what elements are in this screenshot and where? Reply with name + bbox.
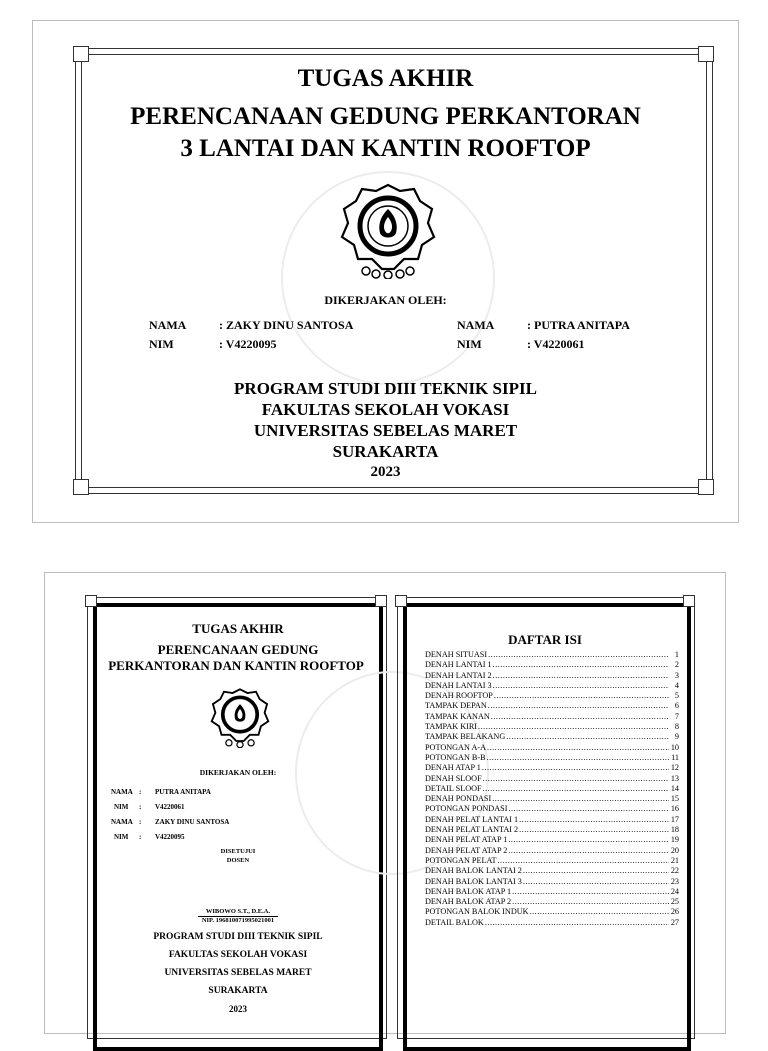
approved-label: DISETUJUI bbox=[220, 848, 256, 855]
toc-entry-label: DENAH SLOOF bbox=[425, 773, 482, 783]
thesis-subtitle-line1: PERENCANAAN GEDUNG PERKANTORAN bbox=[130, 103, 641, 130]
small-study-program: PROGRAM STUDI DIII TEKNIK SIPIL bbox=[153, 932, 323, 942]
toc-heading: DAFTAR ISI bbox=[508, 632, 582, 647]
author2-name: : PUTRA ANITAPA bbox=[527, 318, 630, 332]
toc-entry-page: 21 bbox=[670, 855, 679, 865]
toc-entry-label: TAMPAK BELAKANG bbox=[425, 732, 506, 742]
toc-leader-dots bbox=[493, 671, 669, 681]
toc-entry-page: 20 bbox=[670, 845, 679, 855]
toc-entry bbox=[425, 846, 679, 856]
toc-leader-dots bbox=[530, 907, 669, 917]
toc-entry-page: 16 bbox=[670, 804, 679, 814]
toc-entry-label: TAMPAK KANAN bbox=[425, 711, 490, 721]
toc-entry bbox=[425, 825, 679, 835]
toc-leader-dots bbox=[487, 753, 669, 763]
author1-name: : ZAKY DINU SANTOSA bbox=[219, 318, 354, 332]
faculty: FAKULTAS SEKOLAH VOKASI bbox=[261, 400, 510, 419]
toc-entry-page: 23 bbox=[670, 876, 679, 886]
toc-entry bbox=[425, 701, 679, 711]
toc-entry-page: 25 bbox=[670, 897, 679, 907]
toc-entry-page: 17 bbox=[670, 814, 679, 824]
toc-leader-dots bbox=[478, 722, 669, 732]
toc-entry bbox=[425, 774, 679, 784]
toc-entry-page: 3 bbox=[674, 670, 679, 680]
small-city: SURAKARTA bbox=[208, 986, 268, 996]
toc-entry-page: 4 bbox=[674, 680, 679, 690]
toc-entry-page: 15 bbox=[670, 794, 679, 804]
toc-entry-label: DENAH LANTAI 2 bbox=[425, 670, 492, 680]
university: UNIVERSITAS SEBELAS MARET bbox=[253, 421, 518, 440]
toc-entry bbox=[425, 856, 679, 866]
toc-entry-label: TAMPAK KIRI bbox=[425, 722, 478, 732]
toc-leader-dots bbox=[519, 825, 669, 835]
toc-entry-page: 13 bbox=[670, 773, 679, 783]
nim-label: NIM bbox=[457, 337, 482, 351]
toc-entry bbox=[425, 815, 679, 825]
toc-entry-page: 14 bbox=[670, 783, 679, 793]
toc-entry bbox=[425, 732, 679, 742]
toc-entry bbox=[425, 753, 679, 763]
toc-entry-label: DENAH PELAT LANTAI 2 bbox=[425, 825, 519, 835]
toc-entry bbox=[425, 671, 679, 681]
author-row: NIM : V4220061 bbox=[114, 803, 185, 811]
toc-entry bbox=[425, 660, 679, 670]
toc-entry bbox=[425, 907, 679, 917]
toc-entry-label: DENAH BALOK ATAP 2 bbox=[425, 897, 512, 907]
toc-entry bbox=[425, 918, 679, 928]
lecturer-label: DOSEN bbox=[226, 857, 250, 864]
toc-leader-dots bbox=[512, 897, 669, 907]
toc-entry bbox=[425, 650, 679, 660]
toc-leader-dots bbox=[498, 856, 670, 866]
toc-entry-label: DENAH PONDASI bbox=[425, 794, 492, 804]
toc-entry-page: 6 bbox=[674, 701, 679, 711]
border-corner bbox=[85, 595, 97, 607]
toc-entry bbox=[425, 681, 679, 691]
toc-entry-page: 11 bbox=[671, 752, 679, 762]
toc-entry bbox=[425, 784, 679, 794]
toc-entry bbox=[425, 866, 679, 876]
border-corner bbox=[73, 479, 89, 495]
small-year: 2023 bbox=[229, 1004, 247, 1014]
toc-leader-dots bbox=[491, 712, 669, 722]
toc-entry-page: 22 bbox=[670, 866, 679, 876]
toc-entry bbox=[425, 897, 679, 907]
study-program: PROGRAM STUDI DIII TEKNIK SIPIL bbox=[234, 379, 537, 398]
toc-entry bbox=[425, 712, 679, 722]
toc-leader-dots bbox=[508, 835, 669, 845]
toc-leader-dots bbox=[508, 846, 669, 856]
toc-entry-page: 2 bbox=[674, 660, 679, 670]
thesis-title: TUGAS AKHIR bbox=[297, 65, 474, 92]
toc-entry-page: 19 bbox=[670, 835, 679, 845]
toc-entry-label: DENAH BALOK ATAP 1 bbox=[425, 886, 512, 896]
toc-leader-dots bbox=[483, 784, 669, 794]
toc-entry bbox=[425, 794, 679, 804]
author1-nim: : V4220095 bbox=[219, 337, 277, 351]
approval-block bbox=[93, 847, 383, 865]
toc-entry-label: POTONGAN A-A bbox=[425, 742, 487, 752]
toc-leader-dots bbox=[494, 691, 669, 701]
toc-entry-label: TAMPAK DEPAN bbox=[425, 701, 487, 711]
cover-page-top bbox=[32, 20, 739, 523]
toc-list bbox=[425, 650, 679, 928]
toc-entry-label: POTONGAN PONDASI bbox=[425, 804, 508, 814]
toc-entry-label: POTONGAN BALOK INDUK bbox=[425, 907, 529, 917]
border-corner bbox=[73, 46, 89, 62]
toc-entry-page: 12 bbox=[670, 763, 679, 773]
small-cover-subtitle-line2: PERKANTORAN DAN KANTIN ROOFTOP bbox=[108, 658, 364, 673]
small-cover bbox=[93, 621, 383, 674]
toc-entry-label: DETAIL SLOOF bbox=[425, 783, 482, 793]
city: SURAKARTA bbox=[332, 442, 439, 461]
small-prepared-by-label: DIKERJAKAN OLEH: bbox=[199, 768, 277, 777]
toc-leader-dots bbox=[512, 887, 669, 897]
toc-entry-label: POTONGAN B-B bbox=[425, 752, 486, 762]
toc-entry bbox=[425, 763, 679, 773]
thesis-subtitle-line2: 3 LANTAI DAN KANTIN ROOFTOP bbox=[180, 135, 591, 162]
name-label: NAMA bbox=[149, 318, 187, 332]
toc-leader-dots bbox=[482, 763, 669, 773]
toc-leader-dots bbox=[519, 815, 669, 825]
toc-entry-page: 26 bbox=[670, 907, 679, 917]
border-corner bbox=[375, 595, 387, 607]
toc-leader-dots bbox=[488, 701, 669, 711]
toc-entry-label: DENAH SITUASI bbox=[425, 650, 488, 659]
border-corner bbox=[698, 479, 714, 495]
toc-entry-page: 27 bbox=[670, 917, 679, 927]
small-cover-subtitle-line1: PERENCANAAN GEDUNG bbox=[157, 642, 319, 657]
toc-entry-label: POTONGAN PELAT bbox=[425, 855, 497, 865]
toc-entry-label: DENAH PELAT LANTAI 1 bbox=[425, 814, 519, 824]
small-university-logo bbox=[208, 686, 272, 748]
toc-leader-dots bbox=[523, 877, 669, 887]
toc-leader-dots bbox=[483, 774, 669, 784]
toc-entry-label: DENAH BALOK LANTAI 3 bbox=[425, 876, 522, 886]
toc-entry-label: DETAIL BALOK bbox=[425, 917, 484, 927]
toc-leader-dots bbox=[523, 866, 669, 876]
toc-entry bbox=[425, 887, 679, 897]
small-cover-title: TUGAS AKHIR bbox=[192, 621, 284, 636]
toc-entry-page: 24 bbox=[670, 886, 679, 896]
toc-leader-dots bbox=[487, 743, 669, 753]
nim-label: NIM bbox=[149, 337, 174, 351]
prepared-by-label: DIKERJAKAN OLEH: bbox=[324, 293, 447, 307]
author2-nim: : V4220061 bbox=[527, 337, 585, 351]
toc-entry bbox=[425, 691, 679, 701]
small-university: UNIVERSITAS SEBELAS MARET bbox=[164, 968, 312, 978]
toc-entry-label: DENAH ATAP 1 bbox=[425, 763, 481, 773]
toc-leader-dots bbox=[485, 918, 669, 928]
toc-entry bbox=[425, 877, 679, 887]
toc-entry-page: 10 bbox=[670, 742, 679, 752]
toc-entry-label: DENAH ROOFTOP bbox=[425, 691, 493, 701]
author2-nim-row bbox=[457, 337, 584, 352]
toc-entry bbox=[425, 743, 679, 753]
toc-entry bbox=[425, 804, 679, 814]
supervisor-name: WIBOWO S.T., D.E.A. bbox=[198, 908, 278, 917]
toc-page bbox=[397, 573, 693, 1033]
toc-entry bbox=[425, 835, 679, 845]
author-row: NAMA : PUTRA ANITAPA bbox=[111, 788, 211, 796]
toc-entry-label: DENAH LANTAI 3 bbox=[425, 680, 492, 690]
toc-entry-label: DENAH PELAT ATAP 2 bbox=[425, 845, 508, 855]
toc-entry-page: 7 bbox=[674, 711, 679, 721]
supervisor-nip: NIP. 196810071995021001 bbox=[201, 917, 275, 924]
cover-and-toc-page bbox=[44, 572, 726, 1034]
supervisor-block bbox=[93, 908, 383, 925]
author-row: NIM : V4220095 bbox=[114, 833, 185, 841]
author-row: NAMA : ZAKY DINU SANTOSA bbox=[111, 818, 230, 826]
author2-name-row bbox=[457, 318, 630, 333]
toc-leader-dots bbox=[493, 681, 669, 691]
university-logo bbox=[336, 181, 440, 279]
name-label: NAMA bbox=[457, 318, 495, 332]
small-faculty: FAKULTAS SEKOLAH VOKASI bbox=[168, 950, 308, 960]
toc-leader-dots bbox=[506, 732, 669, 742]
toc-entry-label: DENAH BALOK LANTAI 2 bbox=[425, 866, 522, 876]
border-corner bbox=[698, 46, 714, 62]
author1-nim-row bbox=[149, 337, 276, 352]
author1-name-row bbox=[149, 318, 353, 333]
toc-leader-dots bbox=[492, 794, 669, 804]
small-author-table bbox=[111, 785, 229, 845]
toc-leader-dots bbox=[493, 660, 669, 670]
toc-leader-dots bbox=[488, 650, 669, 660]
toc-entry-page: 1 bbox=[674, 650, 679, 659]
toc-entry-page: 9 bbox=[674, 732, 679, 742]
small-institution-block bbox=[93, 928, 383, 1018]
toc-entry-page: 18 bbox=[670, 825, 679, 835]
year: 2023 bbox=[370, 464, 401, 480]
toc-leader-dots bbox=[508, 804, 669, 814]
toc-entry-label: DENAH LANTAI 1 bbox=[425, 660, 492, 670]
toc-entry bbox=[425, 722, 679, 732]
toc-entry-page: 8 bbox=[674, 722, 679, 732]
toc-entry-label: DENAH PELAT ATAP 1 bbox=[425, 835, 508, 845]
toc-entry-page: 5 bbox=[674, 691, 679, 701]
